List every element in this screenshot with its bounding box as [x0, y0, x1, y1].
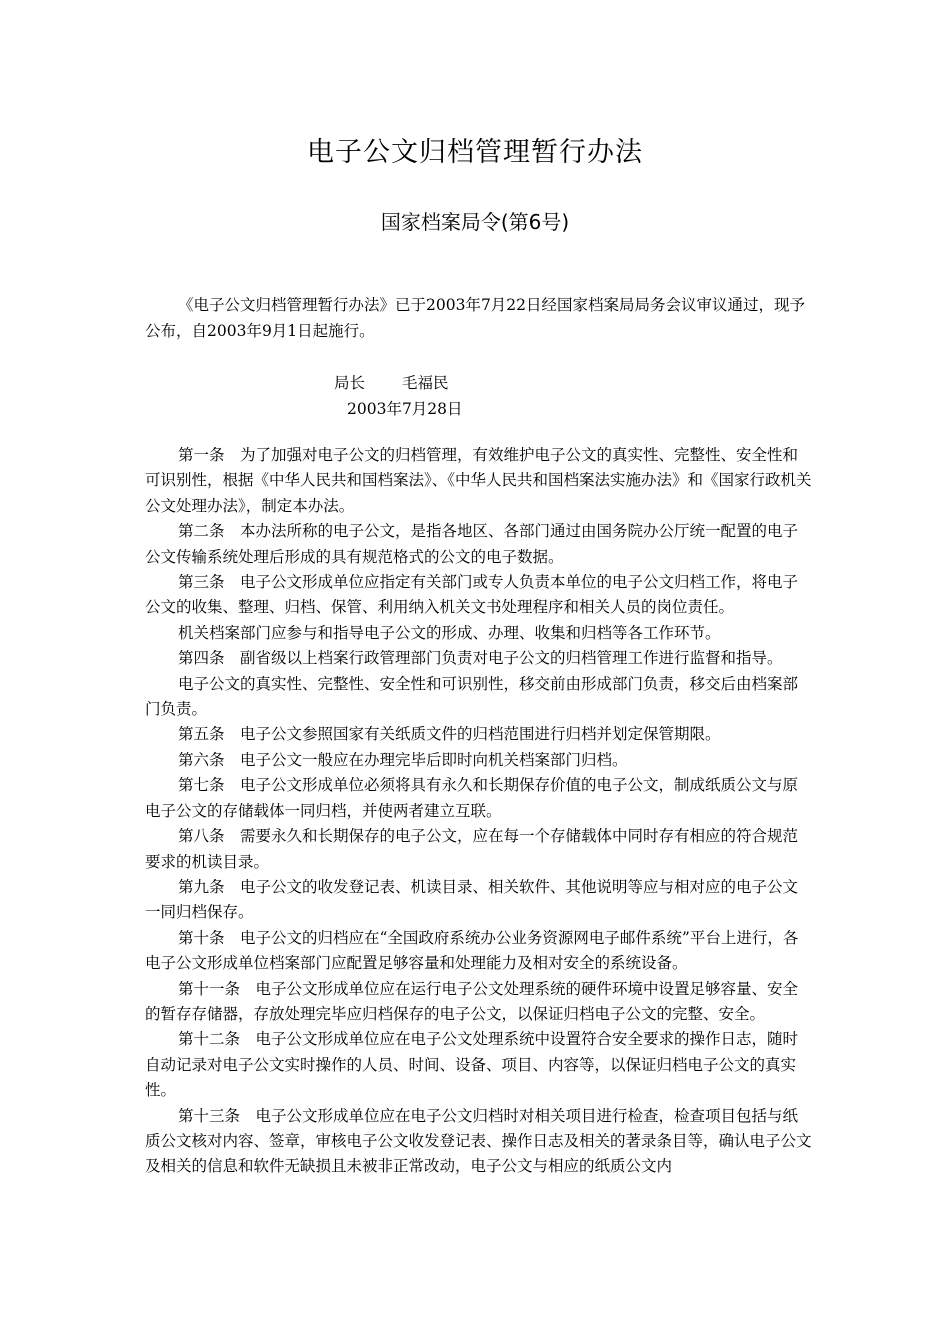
article-paragraph: 第三条 电子公文形成单位应指定有关部门或专人负责本单位的电子公文归档工作，将电子公文的收集、整理、归档、保管、利用纳入机关文书处理程序和相关人员的岗位责任。	[145, 573, 799, 617]
signature-date: 2003年7月28日	[347, 400, 463, 418]
article-paragraph: 第一条 为了加强对电子公文的归档管理，有效维护电子公文的真实性、完整性、安全性和可识别性，根据《中华人民共和国档案法》、《中华人民共和国档案法实施办法》和《国家行政机关公文处理办法》，制定本办法。	[145, 446, 812, 515]
article-paragraph: 第七条 电子公文形成单位必须将具有永久和长期保存价值的电子公文，制成纸质公文与原电子公文的存储载体一同归档，并使两者建立互联。	[145, 776, 799, 820]
article-paragraph: 机关档案部门应参与和指导电子公文的形成、办理、收集和归档等各工作环节。	[178, 623, 721, 642]
signatory-title: 局长	[334, 374, 366, 392]
document-title: 电子公文归档管理暂行办法	[307, 137, 643, 168]
article-paragraph: 第十条 电子公文的归档应在“全国政府系统办公业务资源网电子邮件系统”平台上进行，各电子公文形成单位档案部门应配置足够容量和处理能力及相对安全的系统设备。	[145, 928, 799, 973]
article-paragraph: 第十二条 电子公文形成单位应在电子公文处理系统中设置符合安全要求的操作日志，随时自动记录对电子公文实时操作的人员、时间、设备、项目、内容等，以保证归档电子公文的真实性。	[145, 1030, 799, 1100]
signatory-name: 毛福民	[402, 374, 449, 392]
article-paragraph: 电子公文的真实性、完整性、安全性和可识别性，移交前由形成部门负责，移交后由档案部门负责。	[145, 674, 799, 719]
promulgation-paragraph: 《电子公文归档管理暂行办法》已于2003年7月22日经国家档案局局务会议审议通过，现予公布，自2003年9月1日起施行。	[145, 296, 806, 340]
article-paragraph: 第九条 电子公文的收发登记表、机读目录、相关软件、其他说明等应与相对应的电子公文一同归档保存。	[145, 877, 799, 922]
article-paragraph: 第六条 电子公文一般应在办理完毕后即时向机关档案部门归档。	[178, 750, 628, 769]
articles-body	[145, 443, 813, 1180]
article-paragraph: 第十三条 电子公文形成单位应在电子公文归档时对相关项目进行检查，检查项目包括与纸质公文核对内容、签章，审核电子公文收发登记表、操作日志及相关的著录条目等，确认电子公文及相关的信息和软件无缺损且未被非正常改动，电子公文与相应的纸质公文内	[145, 1106, 812, 1176]
document-subtitle: 国家档案局令(第6号)	[380, 210, 570, 234]
article-paragraph: 第十一条 电子公文形成单位应在运行电子公文处理系统的硬件环境中设置足够容量、安全的暂存存储器，存放处理完毕应归档保存的电子公文，以保证归档电子公文的完整、安全。	[145, 979, 799, 1023]
article-paragraph: 第二条 本办法所称的电子公文，是指各地区、各部门通过由国务院办公厅统一配置的电子公文传输系统处理后形成的具有规范格式的公文的电子数据。	[145, 522, 799, 566]
article-paragraph: 第五条 电子公文参照国家有关纸质文件的归档范围进行归档并划定保管期限。	[178, 725, 721, 744]
article-paragraph: 第八条 需要永久和长期保存的电子公文，应在每一个存储载体中同时存有相应的符合规范要求的机读目录。	[145, 827, 799, 871]
article-paragraph: 第四条 副省级以上档案行政管理部门负责对电子公文的归档管理工作进行监督和指导。	[178, 649, 783, 668]
